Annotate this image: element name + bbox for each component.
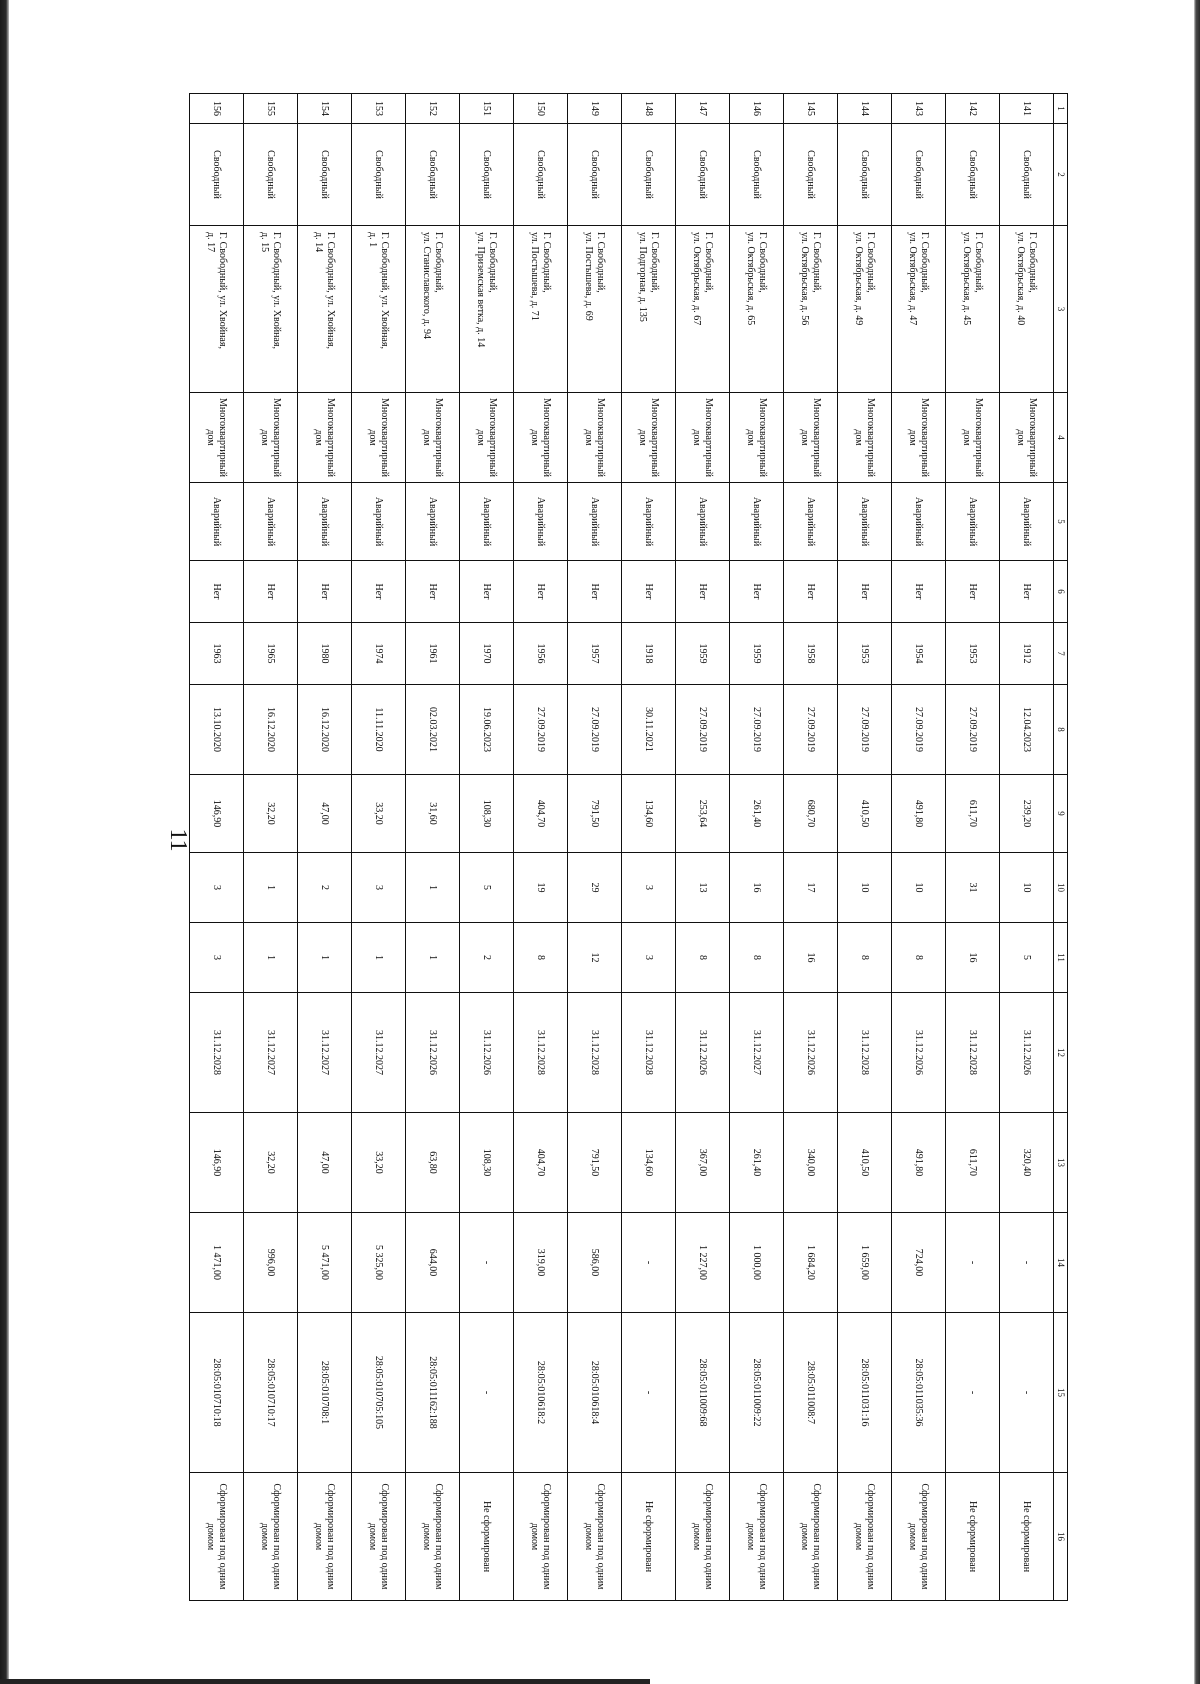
area-cell: 32,20 xyxy=(244,775,298,853)
build-year-cell: 1957 xyxy=(568,623,622,685)
land-status-cell: Не сформирован xyxy=(1000,1473,1054,1601)
building-type-cell: Многоквартирный дом xyxy=(460,393,514,483)
area-cell: 261,40 xyxy=(730,775,784,853)
building-type-cell: Многоквартирный дом xyxy=(730,393,784,483)
cadastral-number-cell: 28:05:011009:22 xyxy=(730,1313,784,1473)
cadastral-number-cell: 28:05:010618:2 xyxy=(514,1313,568,1473)
cadastral-number-cell: - xyxy=(1000,1313,1054,1473)
residents-cell: 17 xyxy=(784,853,838,923)
address-cell: Г. Свободный, ул. Хвойная, д. 17 xyxy=(190,226,244,393)
land-status-cell: Сформирован под одним домом xyxy=(514,1473,568,1601)
total-area-cell: 146,90 xyxy=(190,1113,244,1213)
condition-cell: Аварийный xyxy=(514,483,568,561)
land-area-cell: - xyxy=(946,1213,1000,1313)
cadastral-number-cell: - xyxy=(622,1313,676,1473)
build-year-cell: 1953 xyxy=(946,623,1000,685)
resettlement-deadline-cell: 31.12.2027 xyxy=(730,993,784,1113)
build-year-cell: 1974 xyxy=(352,623,406,685)
recognition-date-cell: 30.11.2021 xyxy=(622,685,676,775)
land-area-cell: 1 659,00 xyxy=(838,1213,892,1313)
row-number: 148 xyxy=(622,94,676,124)
resettlement-deadline-cell: 31.12.2027 xyxy=(298,993,352,1113)
resettlement-deadline-cell: 31.12.2026 xyxy=(1000,993,1054,1113)
column-number-16: 16 xyxy=(1054,1473,1068,1601)
land-status-cell: Сформирован под одним домом xyxy=(892,1473,946,1601)
land-status-cell: Сформирован под одним домом xyxy=(244,1473,298,1601)
address-cell: Г. Свободный, ул. Октябрьская, д. 40 xyxy=(1000,226,1054,393)
recognition-date-cell: 27.09.2019 xyxy=(892,685,946,775)
condition-cell: Аварийный xyxy=(190,483,244,561)
column-number-9: 9 xyxy=(1054,775,1068,853)
build-year-cell: 1953 xyxy=(838,623,892,685)
settlement-cell: Свободный xyxy=(946,124,1000,226)
premises-cell: 12 xyxy=(568,923,622,993)
build-year-cell: 1980 xyxy=(298,623,352,685)
residents-cell: 10 xyxy=(838,853,892,923)
premises-cell: 8 xyxy=(730,923,784,993)
recognition-date-cell: 27.09.2019 xyxy=(568,685,622,775)
land-area-cell: 996,00 xyxy=(244,1213,298,1313)
area-cell: 611,70 xyxy=(946,775,1000,853)
total-area-cell: 791,50 xyxy=(568,1113,622,1213)
row-number: 153 xyxy=(352,94,406,124)
residents-cell: 19 xyxy=(514,853,568,923)
cadastral-number-cell: 28:05:010618:4 xyxy=(568,1313,622,1473)
premises-cell: 1 xyxy=(406,923,460,993)
settlement-cell: Свободный xyxy=(676,124,730,226)
address-cell: Г. Свободный, ул. Октябрьская, д. 65 xyxy=(730,226,784,393)
row-number: 152 xyxy=(406,94,460,124)
land-area-cell: - xyxy=(622,1213,676,1313)
row-number: 141 xyxy=(1000,94,1054,124)
recognition-date-cell: 13.10.2020 xyxy=(190,685,244,775)
area-cell: 253,64 xyxy=(676,775,730,853)
total-area-cell: 320,40 xyxy=(1000,1113,1054,1213)
premises-cell: 1 xyxy=(352,923,406,993)
residents-cell: 3 xyxy=(190,853,244,923)
cadastral-number-cell: 28:05:011008:7 xyxy=(784,1313,838,1473)
area-cell: 47,00 xyxy=(298,775,352,853)
table-row xyxy=(298,94,352,1601)
build-year-cell: 1965 xyxy=(244,623,298,685)
building-type-cell: Многоквартирный дом xyxy=(514,393,568,483)
table-body xyxy=(190,94,1054,1601)
resettlement-deadline-cell: 31.12.2027 xyxy=(352,993,406,1113)
cultural-heritage-cell: Нет xyxy=(406,561,460,623)
residents-cell: 29 xyxy=(568,853,622,923)
address-cell: Г. Свободный, ул. Октябрьская, д. 67 xyxy=(676,226,730,393)
land-area-cell: 319,00 xyxy=(514,1213,568,1313)
row-number: 147 xyxy=(676,94,730,124)
recognition-date-cell: 12.04.2023 xyxy=(1000,685,1054,775)
resettlement-deadline-cell: 31.12.2026 xyxy=(892,993,946,1113)
build-year-cell: 1954 xyxy=(892,623,946,685)
condition-cell: Аварийный xyxy=(298,483,352,561)
total-area-cell: 261,40 xyxy=(730,1113,784,1213)
column-number-7: 7 xyxy=(1054,623,1068,685)
residents-cell: 5 xyxy=(460,853,514,923)
table-row xyxy=(676,94,730,1601)
area-cell: 31,60 xyxy=(406,775,460,853)
resettlement-deadline-cell: 31.12.2028 xyxy=(514,993,568,1113)
recognition-date-cell: 27.09.2019 xyxy=(730,685,784,775)
total-area-cell: 33,20 xyxy=(352,1113,406,1213)
build-year-cell: 1956 xyxy=(514,623,568,685)
land-status-cell: Не сформирован xyxy=(460,1473,514,1601)
address-cell: Г. Свободный, ул. Постышева, д. 71 xyxy=(514,226,568,393)
land-status-cell: Сформирован под одним домом xyxy=(298,1473,352,1601)
row-number: 145 xyxy=(784,94,838,124)
building-type-cell: Многоквартирный дом xyxy=(298,393,352,483)
condition-cell: Аварийный xyxy=(838,483,892,561)
settlement-cell: Свободный xyxy=(460,124,514,226)
cultural-heritage-cell: Нет xyxy=(514,561,568,623)
resettlement-deadline-cell: 31.12.2026 xyxy=(676,993,730,1113)
premises-cell: 8 xyxy=(514,923,568,993)
cultural-heritage-cell: Нет xyxy=(946,561,1000,623)
cultural-heritage-cell: Нет xyxy=(622,561,676,623)
land-area-cell: - xyxy=(460,1213,514,1313)
land-status-cell: Сформирован под одним домом xyxy=(784,1473,838,1601)
address-cell: Г. Свободный, ул. Приземская ветка, д. 14 xyxy=(460,226,514,393)
total-area-cell: 63,80 xyxy=(406,1113,460,1213)
land-status-cell: Сформирован под одним домом xyxy=(406,1473,460,1601)
land-area-cell: 1 471,00 xyxy=(190,1213,244,1313)
settlement-cell: Свободный xyxy=(892,124,946,226)
land-area-cell: 5 325,00 xyxy=(352,1213,406,1313)
residents-cell: 10 xyxy=(1000,853,1054,923)
condition-cell: Аварийный xyxy=(784,483,838,561)
cadastral-number-cell: - xyxy=(460,1313,514,1473)
rotated-table-wrapper xyxy=(193,93,1068,1600)
table-row xyxy=(838,94,892,1601)
housing-table xyxy=(189,93,1068,1601)
column-number-10: 10 xyxy=(1054,853,1068,923)
address-cell: Г. Свободный, ул. Октябрьская, д. 45 xyxy=(946,226,1000,393)
build-year-cell: 1958 xyxy=(784,623,838,685)
residents-cell: 2 xyxy=(298,853,352,923)
building-type-cell: Многоквартирный дом xyxy=(406,393,460,483)
recognition-date-cell: 16.12.2020 xyxy=(298,685,352,775)
settlement-cell: Свободный xyxy=(514,124,568,226)
address-cell: Г. Свободный, ул. Октябрьская, д. 47 xyxy=(892,226,946,393)
building-type-cell: Многоквартирный дом xyxy=(784,393,838,483)
condition-cell: Аварийный xyxy=(406,483,460,561)
row-number: 155 xyxy=(244,94,298,124)
cultural-heritage-cell: Нет xyxy=(352,561,406,623)
area-cell: 33,20 xyxy=(352,775,406,853)
address-cell: Г. Свободный, ул. Хвойная, д. 1 xyxy=(352,226,406,393)
table-row xyxy=(730,94,784,1601)
premises-cell: 8 xyxy=(676,923,730,993)
build-year-cell: 1963 xyxy=(190,623,244,685)
land-area-cell: 644,00 xyxy=(406,1213,460,1313)
row-number: 143 xyxy=(892,94,946,124)
land-status-cell: Сформирован под одним домом xyxy=(352,1473,406,1601)
recognition-date-cell: 27.09.2019 xyxy=(838,685,892,775)
resettlement-deadline-cell: 31.12.2026 xyxy=(784,993,838,1113)
building-type-cell: Многоквартирный дом xyxy=(838,393,892,483)
build-year-cell: 1959 xyxy=(730,623,784,685)
column-number-15: 15 xyxy=(1054,1313,1068,1473)
row-number: 146 xyxy=(730,94,784,124)
land-area-cell: 1 000,00 xyxy=(730,1213,784,1313)
table-row xyxy=(244,94,298,1601)
condition-cell: Аварийный xyxy=(1000,483,1054,561)
building-type-cell: Многоквартирный дом xyxy=(190,393,244,483)
land-area-cell: 586,00 xyxy=(568,1213,622,1313)
area-cell: 404,70 xyxy=(514,775,568,853)
resettlement-deadline-cell: 31.12.2028 xyxy=(946,993,1000,1113)
column-number-6: 6 xyxy=(1054,561,1068,623)
table-row xyxy=(460,94,514,1601)
total-area-cell: 410,50 xyxy=(838,1113,892,1213)
premises-cell: 1 xyxy=(298,923,352,993)
cultural-heritage-cell: Нет xyxy=(1000,561,1054,623)
resettlement-deadline-cell: 31.12.2028 xyxy=(568,993,622,1113)
table-row xyxy=(946,94,1000,1601)
cadastral-number-cell: 28:05:011031:16 xyxy=(838,1313,892,1473)
table-row xyxy=(514,94,568,1601)
resettlement-deadline-cell: 31.12.2027 xyxy=(244,993,298,1113)
build-year-cell: 1961 xyxy=(406,623,460,685)
scan-edge-left xyxy=(0,0,9,1684)
table-row xyxy=(892,94,946,1601)
address-cell: Г. Свободный, ул. Октябрьская, д. 49 xyxy=(838,226,892,393)
settlement-cell: Свободный xyxy=(406,124,460,226)
land-status-cell: Сформирован под одним домом xyxy=(568,1473,622,1601)
cultural-heritage-cell: Нет xyxy=(838,561,892,623)
column-number-2: 2 xyxy=(1054,124,1068,226)
address-cell: Г. Свободный, ул. Хвойная, д. 15 xyxy=(244,226,298,393)
resettlement-deadline-cell: 31.12.2028 xyxy=(190,993,244,1113)
premises-cell: 3 xyxy=(190,923,244,993)
building-type-cell: Многоквартирный дом xyxy=(892,393,946,483)
cadastral-number-cell: 28:05:011009:68 xyxy=(676,1313,730,1473)
condition-cell: Аварийный xyxy=(892,483,946,561)
total-area-cell: 134,60 xyxy=(622,1113,676,1213)
table-row xyxy=(568,94,622,1601)
premises-cell: 16 xyxy=(946,923,1000,993)
cultural-heritage-cell: Нет xyxy=(190,561,244,623)
row-number: 149 xyxy=(568,94,622,124)
cadastral-number-cell: - xyxy=(946,1313,1000,1473)
cadastral-number-cell: 28:05:011035:36 xyxy=(892,1313,946,1473)
recognition-date-cell: 16.12.2020 xyxy=(244,685,298,775)
land-area-cell: 5 471,00 xyxy=(298,1213,352,1313)
condition-cell: Аварийный xyxy=(676,483,730,561)
cultural-heritage-cell: Нет xyxy=(568,561,622,623)
page-number: 11 xyxy=(165,828,191,852)
row-number: 142 xyxy=(946,94,1000,124)
total-area-cell: 47,00 xyxy=(298,1113,352,1213)
column-number-12: 12 xyxy=(1054,993,1068,1113)
area-cell: 239,20 xyxy=(1000,775,1054,853)
premises-cell: 3 xyxy=(622,923,676,993)
address-cell: Г. Свободный, ул. Постышева, д. 69 xyxy=(568,226,622,393)
building-type-cell: Многоквартирный дом xyxy=(622,393,676,483)
resettlement-deadline-cell: 31.12.2026 xyxy=(406,993,460,1113)
column-number-8: 8 xyxy=(1054,685,1068,775)
settlement-cell: Свободный xyxy=(838,124,892,226)
area-cell: 410,50 xyxy=(838,775,892,853)
table-row xyxy=(784,94,838,1601)
condition-cell: Аварийный xyxy=(568,483,622,561)
condition-cell: Аварийный xyxy=(946,483,1000,561)
land-status-cell: Не сформирован xyxy=(946,1473,1000,1601)
condition-cell: Аварийный xyxy=(460,483,514,561)
total-area-cell: 108,30 xyxy=(460,1113,514,1213)
recognition-date-cell: 19.06.2023 xyxy=(460,685,514,775)
settlement-cell: Свободный xyxy=(568,124,622,226)
area-cell: 680,70 xyxy=(784,775,838,853)
total-area-cell: 340,00 xyxy=(784,1113,838,1213)
column-number-5: 5 xyxy=(1054,483,1068,561)
settlement-cell: Свободный xyxy=(784,124,838,226)
land-status-cell: Сформирован под одним домом xyxy=(730,1473,784,1601)
cultural-heritage-cell: Нет xyxy=(730,561,784,623)
address-cell: Г. Свободный, ул. Хвойная, д. 14 xyxy=(298,226,352,393)
building-type-cell: Многоквартирный дом xyxy=(244,393,298,483)
row-number: 156 xyxy=(190,94,244,124)
column-number-4: 4 xyxy=(1054,393,1068,483)
recognition-date-cell: 27.09.2019 xyxy=(514,685,568,775)
settlement-cell: Свободный xyxy=(1000,124,1054,226)
area-cell: 791,50 xyxy=(568,775,622,853)
recognition-date-cell: 27.09.2019 xyxy=(946,685,1000,775)
land-area-cell: - xyxy=(1000,1213,1054,1313)
recognition-date-cell: 02.03.2021 xyxy=(406,685,460,775)
building-type-cell: Многоквартирный дом xyxy=(1000,393,1054,483)
column-number-11: 11 xyxy=(1054,923,1068,993)
table-row xyxy=(190,94,244,1601)
cultural-heritage-cell: Нет xyxy=(892,561,946,623)
condition-cell: Аварийный xyxy=(244,483,298,561)
table-row xyxy=(352,94,406,1601)
area-cell: 134,60 xyxy=(622,775,676,853)
premises-cell: 2 xyxy=(460,923,514,993)
settlement-cell: Свободный xyxy=(622,124,676,226)
address-cell: Г. Свободный, ул. Подгорная, д. 135 xyxy=(622,226,676,393)
column-number-row xyxy=(1054,94,1068,1601)
cultural-heritage-cell: Нет xyxy=(784,561,838,623)
residents-cell: 13 xyxy=(676,853,730,923)
land-status-cell: Сформирован под одним домом xyxy=(676,1473,730,1601)
premises-cell: 8 xyxy=(838,923,892,993)
building-type-cell: Многоквартирный дом xyxy=(352,393,406,483)
recognition-date-cell: 27.09.2019 xyxy=(676,685,730,775)
build-year-cell: 1970 xyxy=(460,623,514,685)
settlement-cell: Свободный xyxy=(244,124,298,226)
total-area-cell: 404,70 xyxy=(514,1113,568,1213)
column-number-14: 14 xyxy=(1054,1213,1068,1313)
premises-cell: 5 xyxy=(1000,923,1054,993)
residents-cell: 31 xyxy=(946,853,1000,923)
condition-cell: Аварийный xyxy=(352,483,406,561)
area-cell: 108,30 xyxy=(460,775,514,853)
residents-cell: 1 xyxy=(244,853,298,923)
area-cell: 491,80 xyxy=(892,775,946,853)
cultural-heritage-cell: Нет xyxy=(460,561,514,623)
resettlement-deadline-cell: 31.12.2028 xyxy=(622,993,676,1113)
row-number: 151 xyxy=(460,94,514,124)
row-number: 154 xyxy=(298,94,352,124)
row-number: 150 xyxy=(514,94,568,124)
recognition-date-cell: 27.09.2019 xyxy=(784,685,838,775)
total-area-cell: 367,00 xyxy=(676,1113,730,1213)
building-type-cell: Многоквартирный дом xyxy=(568,393,622,483)
residents-cell: 10 xyxy=(892,853,946,923)
build-year-cell: 1959 xyxy=(676,623,730,685)
land-area-cell: 1 684,20 xyxy=(784,1213,838,1313)
cadastral-number-cell: 28:05:011162:188 xyxy=(406,1313,460,1473)
condition-cell: Аварийный xyxy=(622,483,676,561)
cadastral-number-cell: 28:05:010708:1 xyxy=(298,1313,352,1473)
settlement-cell: Свободный xyxy=(730,124,784,226)
land-area-cell: 1 227,00 xyxy=(676,1213,730,1313)
cadastral-number-cell: 28:05:010710:18 xyxy=(190,1313,244,1473)
building-type-cell: Многоквартирный дом xyxy=(946,393,1000,483)
build-year-cell: 1912 xyxy=(1000,623,1054,685)
land-status-cell: Сформирован под одним домом xyxy=(190,1473,244,1601)
settlement-cell: Свободный xyxy=(352,124,406,226)
total-area-cell: 611,70 xyxy=(946,1113,1000,1213)
land-status-cell: Сформирован под одним домом xyxy=(838,1473,892,1601)
address-cell: Г. Свободный, ул. Станиславского, д. 94 xyxy=(406,226,460,393)
condition-cell: Аварийный xyxy=(730,483,784,561)
resettlement-deadline-cell: 31.12.2028 xyxy=(838,993,892,1113)
residents-cell: 3 xyxy=(622,853,676,923)
residents-cell: 3 xyxy=(352,853,406,923)
land-area-cell: 724,00 xyxy=(892,1213,946,1313)
premises-cell: 16 xyxy=(784,923,838,993)
settlement-cell: Свободный xyxy=(190,124,244,226)
scan-edge-right xyxy=(1194,0,1200,1684)
scan-edge-bottom xyxy=(0,1679,650,1684)
table-row xyxy=(406,94,460,1601)
land-status-cell: Не сформирован xyxy=(622,1473,676,1601)
resettlement-deadline-cell: 31.12.2026 xyxy=(460,993,514,1113)
cadastral-number-cell: 28:05:010705:105 xyxy=(352,1313,406,1473)
residents-cell: 1 xyxy=(406,853,460,923)
column-number-3: 3 xyxy=(1054,226,1068,393)
recognition-date-cell: 11.11.2020 xyxy=(352,685,406,775)
column-number-13: 13 xyxy=(1054,1113,1068,1213)
table-row xyxy=(1000,94,1054,1601)
build-year-cell: 1918 xyxy=(622,623,676,685)
premises-cell: 1 xyxy=(244,923,298,993)
address-cell: Г. Свободный, ул. Октябрьская, д. 56 xyxy=(784,226,838,393)
cadastral-number-cell: 28:05:010710:17 xyxy=(244,1313,298,1473)
total-area-cell: 32,20 xyxy=(244,1113,298,1213)
cultural-heritage-cell: Нет xyxy=(676,561,730,623)
settlement-cell: Свободный xyxy=(298,124,352,226)
building-type-cell: Многоквартирный дом xyxy=(676,393,730,483)
cultural-heritage-cell: Нет xyxy=(298,561,352,623)
residents-cell: 16 xyxy=(730,853,784,923)
total-area-cell: 491,80 xyxy=(892,1113,946,1213)
cultural-heritage-cell: Нет xyxy=(244,561,298,623)
area-cell: 146,90 xyxy=(190,775,244,853)
premises-cell: 8 xyxy=(892,923,946,993)
table-row xyxy=(622,94,676,1601)
column-number-1: 1 xyxy=(1054,94,1068,124)
row-number: 144 xyxy=(838,94,892,124)
